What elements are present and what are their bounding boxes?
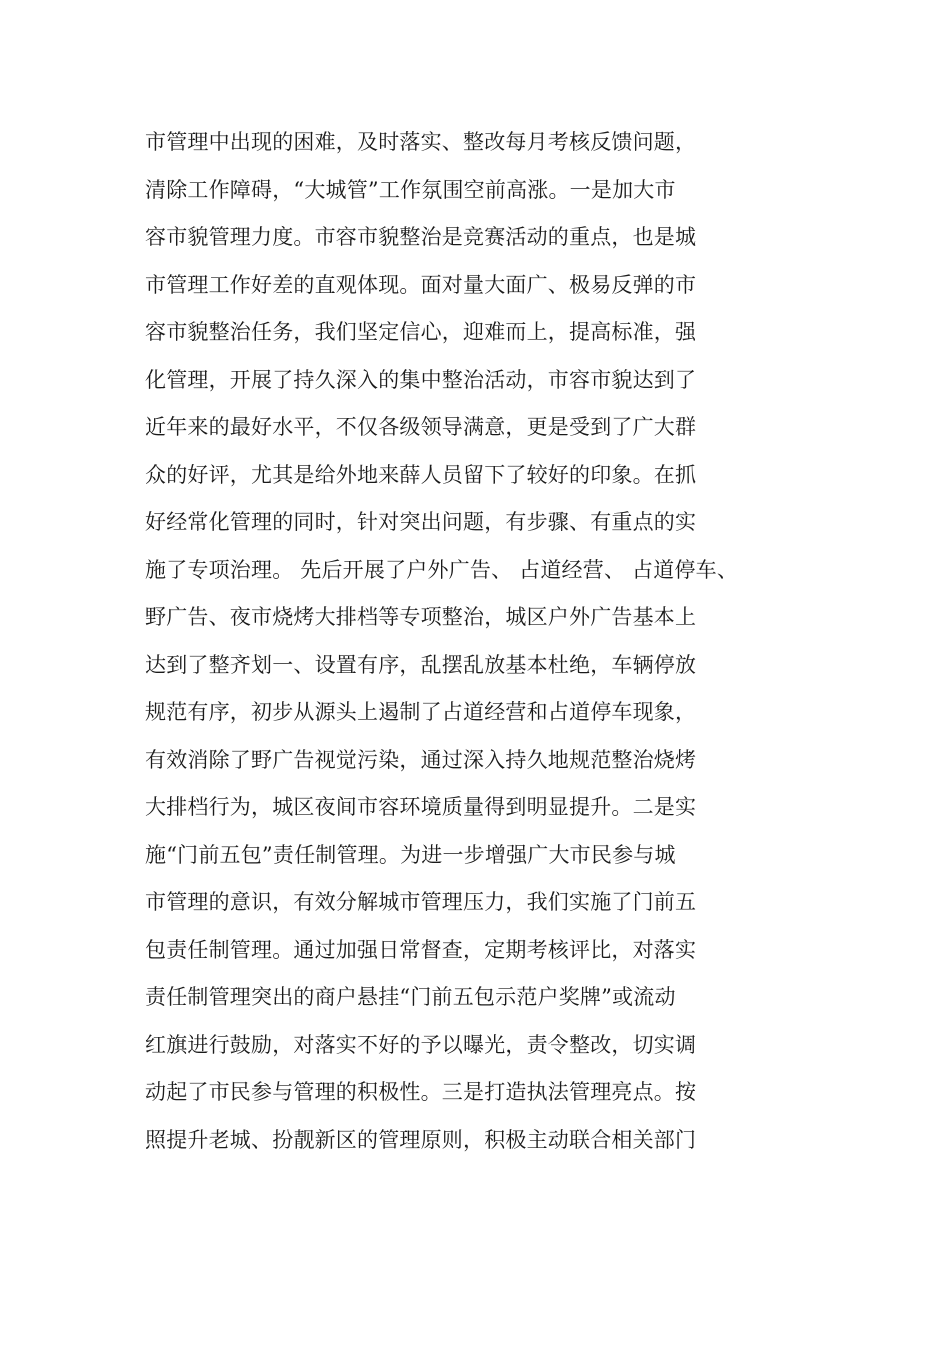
text-line: 达到了整齐划一、设置有序，乱摆乱放基本杜绝，车辆停放	[145, 652, 697, 677]
text-line: 容市貌整治任务，我们坚定信心，迎难而上，提高标准，强	[145, 320, 697, 344]
text-line: 市管理工作好差的直观体现。面对量大面广、极易反弹的市	[145, 272, 697, 297]
text-line: 责任制管理突出的商户悬挂“门前五包示范户奖牌”或流动	[145, 985, 676, 1009]
text-line: 野广告、夜市烧烤大排档等专项整治，城区户外广告基本上	[145, 605, 697, 629]
text-line: 市管理中出现的困难，及时落实、整改每月考核反馈问题，	[145, 130, 697, 154]
text-line: 近年来的最好水平，不仅各级领导满意，更是受到了广大群	[145, 415, 697, 439]
text-line: 大排档行为，城区夜间市容环境质量得到明显提升。二是实	[145, 795, 697, 819]
text-line: 有效消除了野广告视觉污染，通过深入持久地规范整治烧烤	[145, 747, 697, 772]
text-line: 化管理，开展了持久深入的集中整治活动，市容市貌达到了	[145, 367, 697, 392]
text-line: 施了专项治理。 先后开展了户外广告、 占道经营、 占道停车、	[145, 557, 739, 582]
text-line: 施“门前五包”责任制管理。为进一步增强广大市民参与城	[145, 842, 676, 867]
text-line: 容市貌管理力度。市容市貌整治是竞赛活动的重点，也是城	[145, 225, 697, 249]
text-line: 照提升老城、扮靓新区的管理原则，积极主动联合相关部门	[145, 1127, 697, 1152]
text-line: 市管理的意识，有效分解城市管理压力，我们实施了门前五	[145, 890, 697, 914]
text-line: 规范有序，初步从源头上遏制了占道经营和占道停车现象，	[145, 700, 697, 724]
text-line: 众的好评，尤其是给外地来薛人员留下了较好的印象。在抓	[145, 462, 697, 487]
text-line: 包责任制管理。通过加强日常督查，定期考核评比，对落实	[145, 937, 697, 962]
text-line: 清除工作障碍，“大城管”工作氛围空前高涨。一是加大市	[145, 177, 676, 202]
text-line: 动起了市民参与管理的积极性。三是打造执法管理亮点。按	[145, 1080, 697, 1104]
text-line: 好经常化管理的同时，针对突出问题，有步骤、有重点的实	[145, 510, 697, 534]
text-line: 红旗进行鼓励，对落实不好的予以曝光，责令整改，切实调	[145, 1032, 697, 1057]
body-text	[145, 124, 945, 1169]
